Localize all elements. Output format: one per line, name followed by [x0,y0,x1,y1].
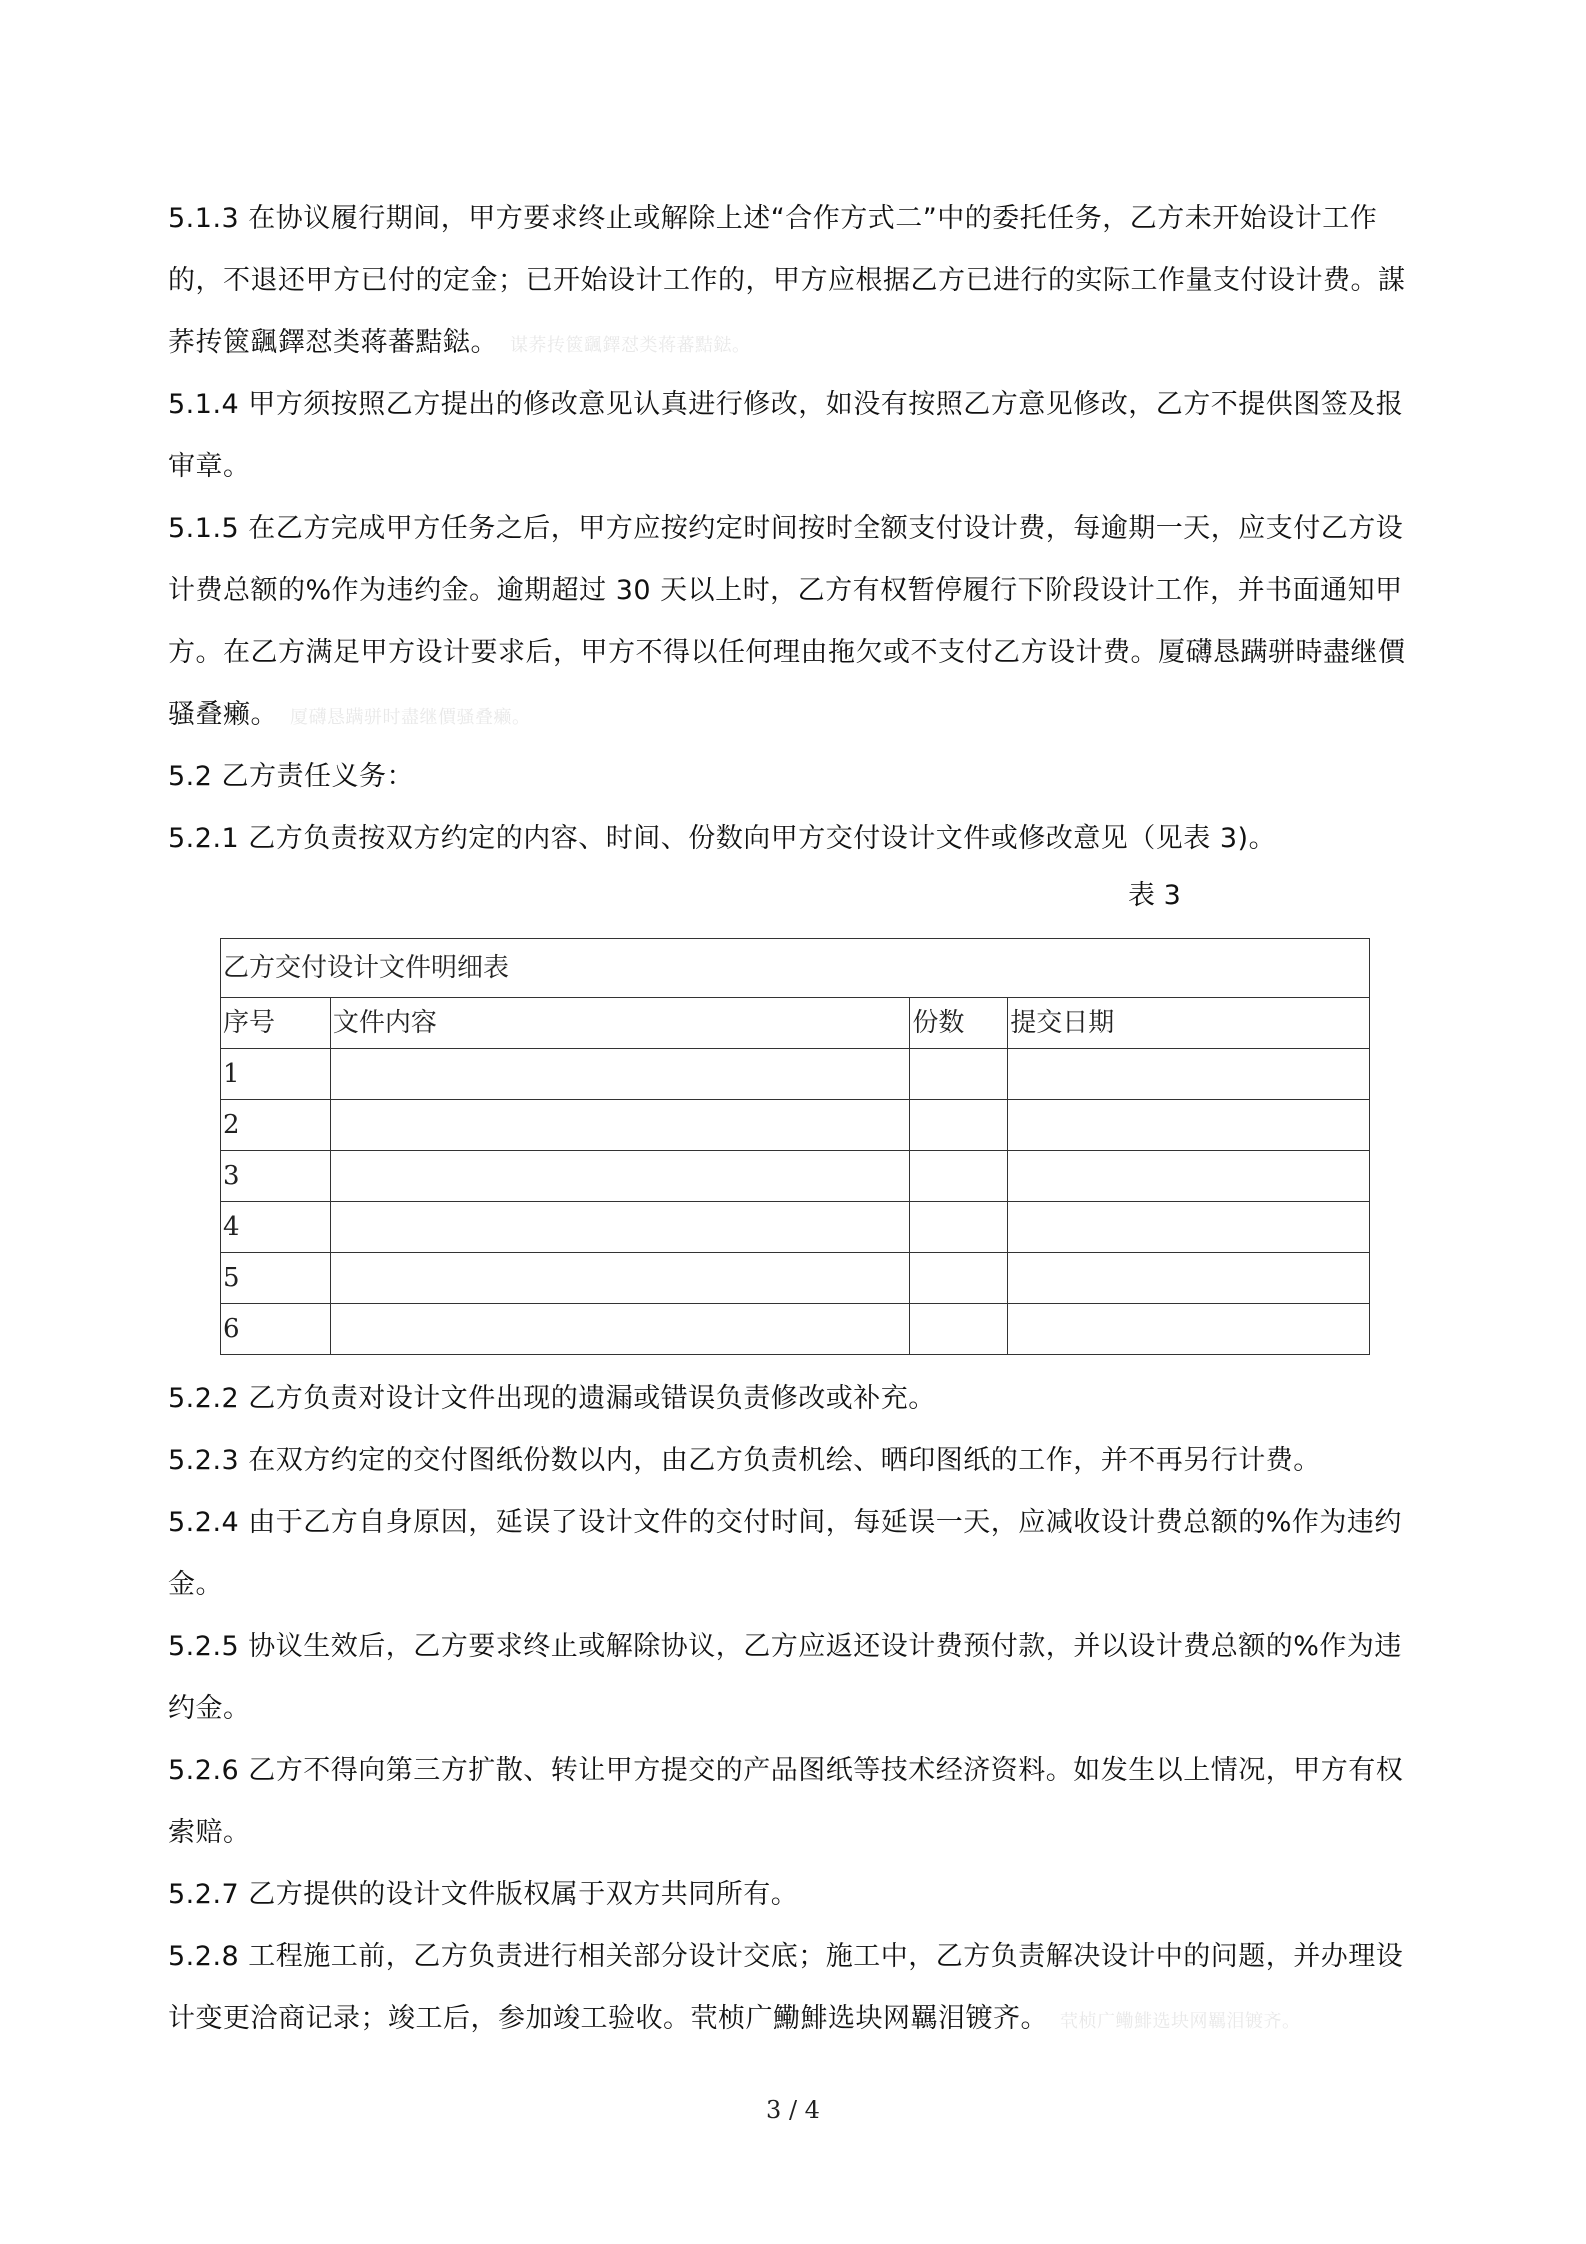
table-cell [1008,1049,1370,1100]
table-title: 乙方交付设计文件明细表 [221,939,1370,998]
clause-line: 5.1.5 在乙方完成甲方任务之后，甲方应按约定时间按时全额支付设计费，每逾期一天，应支付乙方设 [168,513,1404,544]
table-row [221,1151,1370,1202]
clause-5-1-5 [168,498,1430,746]
clause-line: 的，不退还甲方已付的定金；已开始设计工作的，甲方应根据乙方已进行的实际工作量支付设计费。謀 [168,265,1406,296]
table-cell: 3 [221,1151,331,1202]
table-cell [330,1304,909,1355]
clause-line: 5.2.5 协议生效后，乙方要求终止或解除协议，乙方应返还设计费预付款，并以设计费总额的%作为违 [168,1631,1402,1662]
clause-line: 5.2.1 乙方负责按双方约定的内容、时间、份数向甲方交付设计文件或修改意见（见表 3)。 [168,823,1277,854]
faint-text: 茕桢广鳓鯡选块网羈泪镀齐。 [1060,2011,1301,2032]
table-cell: 5 [221,1253,331,1304]
clause-5-2-5 [168,1616,1430,1740]
table-cell [1008,1304,1370,1355]
clause-line-text: 骚叠癞。 [168,699,278,730]
table-cell [910,1202,1008,1253]
table-cell [1008,1253,1370,1304]
clause-5-2-7 [168,1864,1430,1926]
delivery-table [220,938,1370,1355]
table-row [221,1202,1370,1253]
table-cell [330,1151,909,1202]
clause-line: 约金。 [168,1693,251,1724]
table-cell [330,1253,909,1304]
table-cell [910,1253,1008,1304]
clause-line-text: 计变更洽商记录；竣工后，参加竣工验收。茕桢广鰳鯡选块网羈泪镀齐。 [168,2003,1048,2034]
header-cell: 提交日期 [1008,998,1370,1049]
clause-line: 审章。 [168,451,251,482]
table-cell [910,1100,1008,1151]
section-heading: 5.2 乙方责任义务： [168,761,415,792]
clause-line: 索赔。 [168,1817,251,1848]
table-cell: 4 [221,1202,331,1253]
header-cell: 文件内容 [330,998,909,1049]
table-cell [1008,1151,1370,1202]
clause-line: 5.2.4 由于乙方自身原因，延误了设计文件的交付时间，每延误一天，应减收设计费总额的%作为违约 [168,1507,1402,1538]
table-cell [330,1202,909,1253]
table-row [221,1253,1370,1304]
table-row [221,1304,1370,1355]
faint-text: 谋荞抟篋颻鐸怼类蒋蕃黠鍅。 [510,335,751,356]
table-title-row [221,939,1370,998]
clause-line: 方。在乙方满足甲方设计要求后，甲方不得以任何理由拖欠或不支付乙方设计费。厦礴恳蹒骈時盡继價 [168,637,1406,668]
table-cell: 2 [221,1100,331,1151]
clause-line-text: 荞抟篋颻鐸怼类蒋蕃黠鍅。 [168,327,498,358]
table-cell [330,1100,909,1151]
header-cell: 序号 [221,998,331,1049]
clause-line: 计费总额的%作为违约金。逾期超过 30 天以上时，乙方有权暂停履行下阶段设计工作，并书面通知甲 [168,575,1403,606]
faint-text: 厦礴恳蹒骈时盡继價骚叠癞。 [290,707,531,728]
clause-5-2-8 [168,1926,1430,2050]
clause-line [168,684,1430,746]
table-cell [1008,1100,1370,1151]
table-row [221,1100,1370,1151]
clause-line: 5.2.3 在双方约定的交付图纸份数以内，由乙方负责机绘、晒印图纸的工作，并不再另行计费。 [168,1445,1321,1476]
table-cell [910,1151,1008,1202]
clause-line: 5.2.6 乙方不得向第三方扩散、转让甲方提交的产品图纸等技术经济资料。如发生以上情况，甲方有权 [168,1755,1404,1786]
clause-5-2-2 [168,1368,1430,1430]
clause-line: 5.2.7 乙方提供的设计文件版权属于双方共同所有。 [168,1879,799,1910]
clause-line [168,1988,1430,2050]
clause-5-2-4 [168,1492,1430,1616]
clause-5-1-4 [168,374,1430,498]
clause-5-2-1 [168,808,1430,870]
table-cell [330,1049,909,1100]
table-cell: 1 [221,1049,331,1100]
table-cell [910,1304,1008,1355]
clause-line [168,312,1430,374]
table-row [221,1049,1370,1100]
table-header-row [221,998,1370,1049]
clause-5-2-3 [168,1430,1430,1492]
table-caption: 表 3 [1128,880,1181,911]
clause-line: 5.1.4 甲方须按照乙方提出的修改意见认真进行修改，如没有按照乙方意见修改，乙方不提供图签及报 [168,389,1404,420]
clause-line: 5.2.8 工程施工前，乙方负责进行相关部分设计交底；施工中，乙方负责解决设计中的问题，并办理设 [168,1941,1404,1972]
table-cell [910,1049,1008,1100]
clause-line: 5.2.2 乙方负责对设计文件出现的遗漏或错误负责修改或补充。 [168,1383,936,1414]
table-cell [1008,1202,1370,1253]
table-cell: 6 [221,1304,331,1355]
clause-5-2 [168,746,1430,808]
clause-line: 金。 [168,1569,223,1600]
clause-5-1-3 [168,188,1430,374]
clause-line: 5.1.3 在协议履行期间，甲方要求终止或解除上述“合作方式二”中的委托任务，乙方未开始设计工作 [168,203,1378,234]
header-cell: 份数 [910,998,1008,1049]
clause-5-2-6 [168,1740,1430,1864]
page-number: 3 / 4 [766,2096,820,2124]
